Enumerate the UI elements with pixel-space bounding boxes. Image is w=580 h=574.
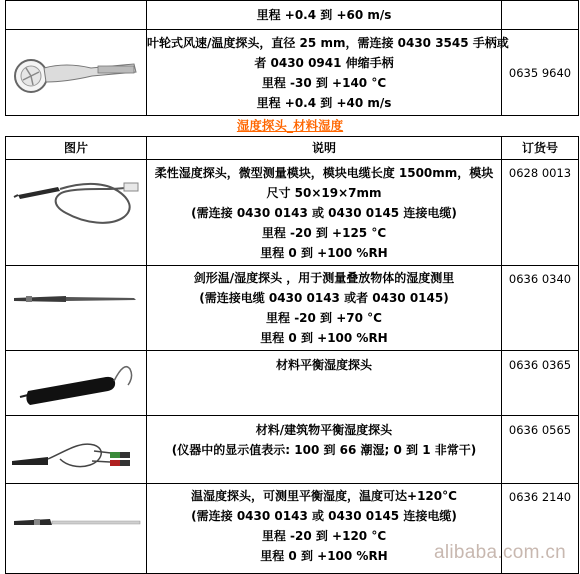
rod-humidity-probe-icon — [6, 485, 146, 573]
desc-line: 材料平衡湿度探头 — [275, 358, 372, 372]
description-cell — [147, 160, 502, 266]
desc-line: (需连接 0430 0143 或 0430 0145 连接电缆) — [191, 205, 457, 220]
sword-humidity-probe-icon — [6, 266, 146, 350]
description-cell — [147, 351, 502, 416]
order-number — [502, 1, 579, 30]
image-cell — [6, 266, 147, 351]
order-number: 0636 0340 — [502, 266, 579, 351]
table-row — [6, 160, 579, 266]
humidity-probe-table — [5, 136, 579, 574]
order-number: 0628 0013 — [502, 160, 579, 266]
building-moisture-probe-icon — [6, 417, 146, 483]
table-row — [6, 351, 579, 416]
table-row — [6, 266, 579, 351]
vane-anemometer-probe-icon — [6, 30, 146, 115]
description-cell — [147, 1, 502, 30]
order-number: 0635 9640 — [502, 30, 579, 116]
order-number: 0636 0365 — [502, 351, 579, 416]
desc-line: 里程 -20 到 +120 °C — [261, 529, 387, 543]
desc-line: 者 0430 0941 伸缩手柄 — [254, 55, 394, 70]
column-header-description: 说明 — [147, 137, 502, 160]
image-cell — [6, 160, 147, 266]
image-cell — [6, 416, 147, 484]
desc-line: 里程 -30 到 +140 °C — [261, 75, 387, 90]
desc-line: 里程 0 到 +100 %RH — [260, 549, 388, 563]
order-number: 0636 2140 — [502, 484, 579, 574]
image-cell — [6, 30, 147, 116]
material-equilibrium-probe-icon — [6, 351, 146, 415]
desc-line: 温湿度探头，可测里平衡湿度，温度可达+120°C — [191, 489, 457, 503]
desc-line: 叶轮式风速/温度探头，直径 25 mm，需连接 0430 3545 手柄或 — [147, 35, 509, 50]
desc-line: (仪器中的显示值表示: 100 到 66 潮湿; 0 到 1 非常干) — [171, 443, 477, 457]
image-cell — [6, 1, 147, 30]
desc-line: (需连接 0430 0143 或 0430 0145 连接电缆) — [191, 509, 457, 523]
order-number: 0636 0565 — [502, 416, 579, 484]
column-header-image: 图片 — [6, 137, 147, 160]
flexible-humidity-probe-icon — [6, 161, 146, 265]
desc-line: 里程 -20 到 +70 °C — [266, 311, 382, 325]
desc-line: 里程 +0.4 到 +60 m/s — [256, 8, 392, 22]
section-title — [0, 118, 580, 134]
section-title-part: 湿度探头_ — [236, 118, 294, 133]
table-row — [6, 1, 579, 30]
desc-line: 里程 -20 到 +125 °C — [261, 225, 387, 240]
description-cell — [147, 266, 502, 351]
desc-line: 里程 +0.4 到 +40 m/s — [256, 95, 392, 110]
watermark: alibaba.com.cn — [434, 542, 566, 563]
column-header-order: 订货号 — [502, 137, 579, 160]
desc-line: 柔性湿度探头，微型测量模块，模块电缆长度 1500mm，模块 — [154, 165, 494, 180]
desc-line: 材料/建筑物平衡湿度探头 — [255, 423, 393, 437]
image-cell — [6, 484, 147, 574]
desc-line: 尺寸 50×19×7mm — [266, 185, 382, 200]
desc-line: 里程 0 到 +100 %RH — [260, 331, 388, 345]
desc-line: (需连接电缆 0430 0143 或者 0430 0145) — [199, 291, 449, 305]
table-row — [6, 30, 579, 116]
description-cell — [147, 416, 502, 484]
table-header-row — [6, 137, 579, 160]
desc-line: 里程 0 到 +100 %RH — [260, 245, 388, 260]
description-cell — [147, 30, 509, 116]
table-row — [6, 416, 579, 484]
top-product-table — [5, 0, 579, 116]
section-title-part: 材料湿度 — [293, 118, 344, 133]
image-cell — [6, 351, 147, 416]
desc-line: 剑形温/湿度探头 ，用于测量叠放物体的湿度测里 — [193, 271, 455, 285]
